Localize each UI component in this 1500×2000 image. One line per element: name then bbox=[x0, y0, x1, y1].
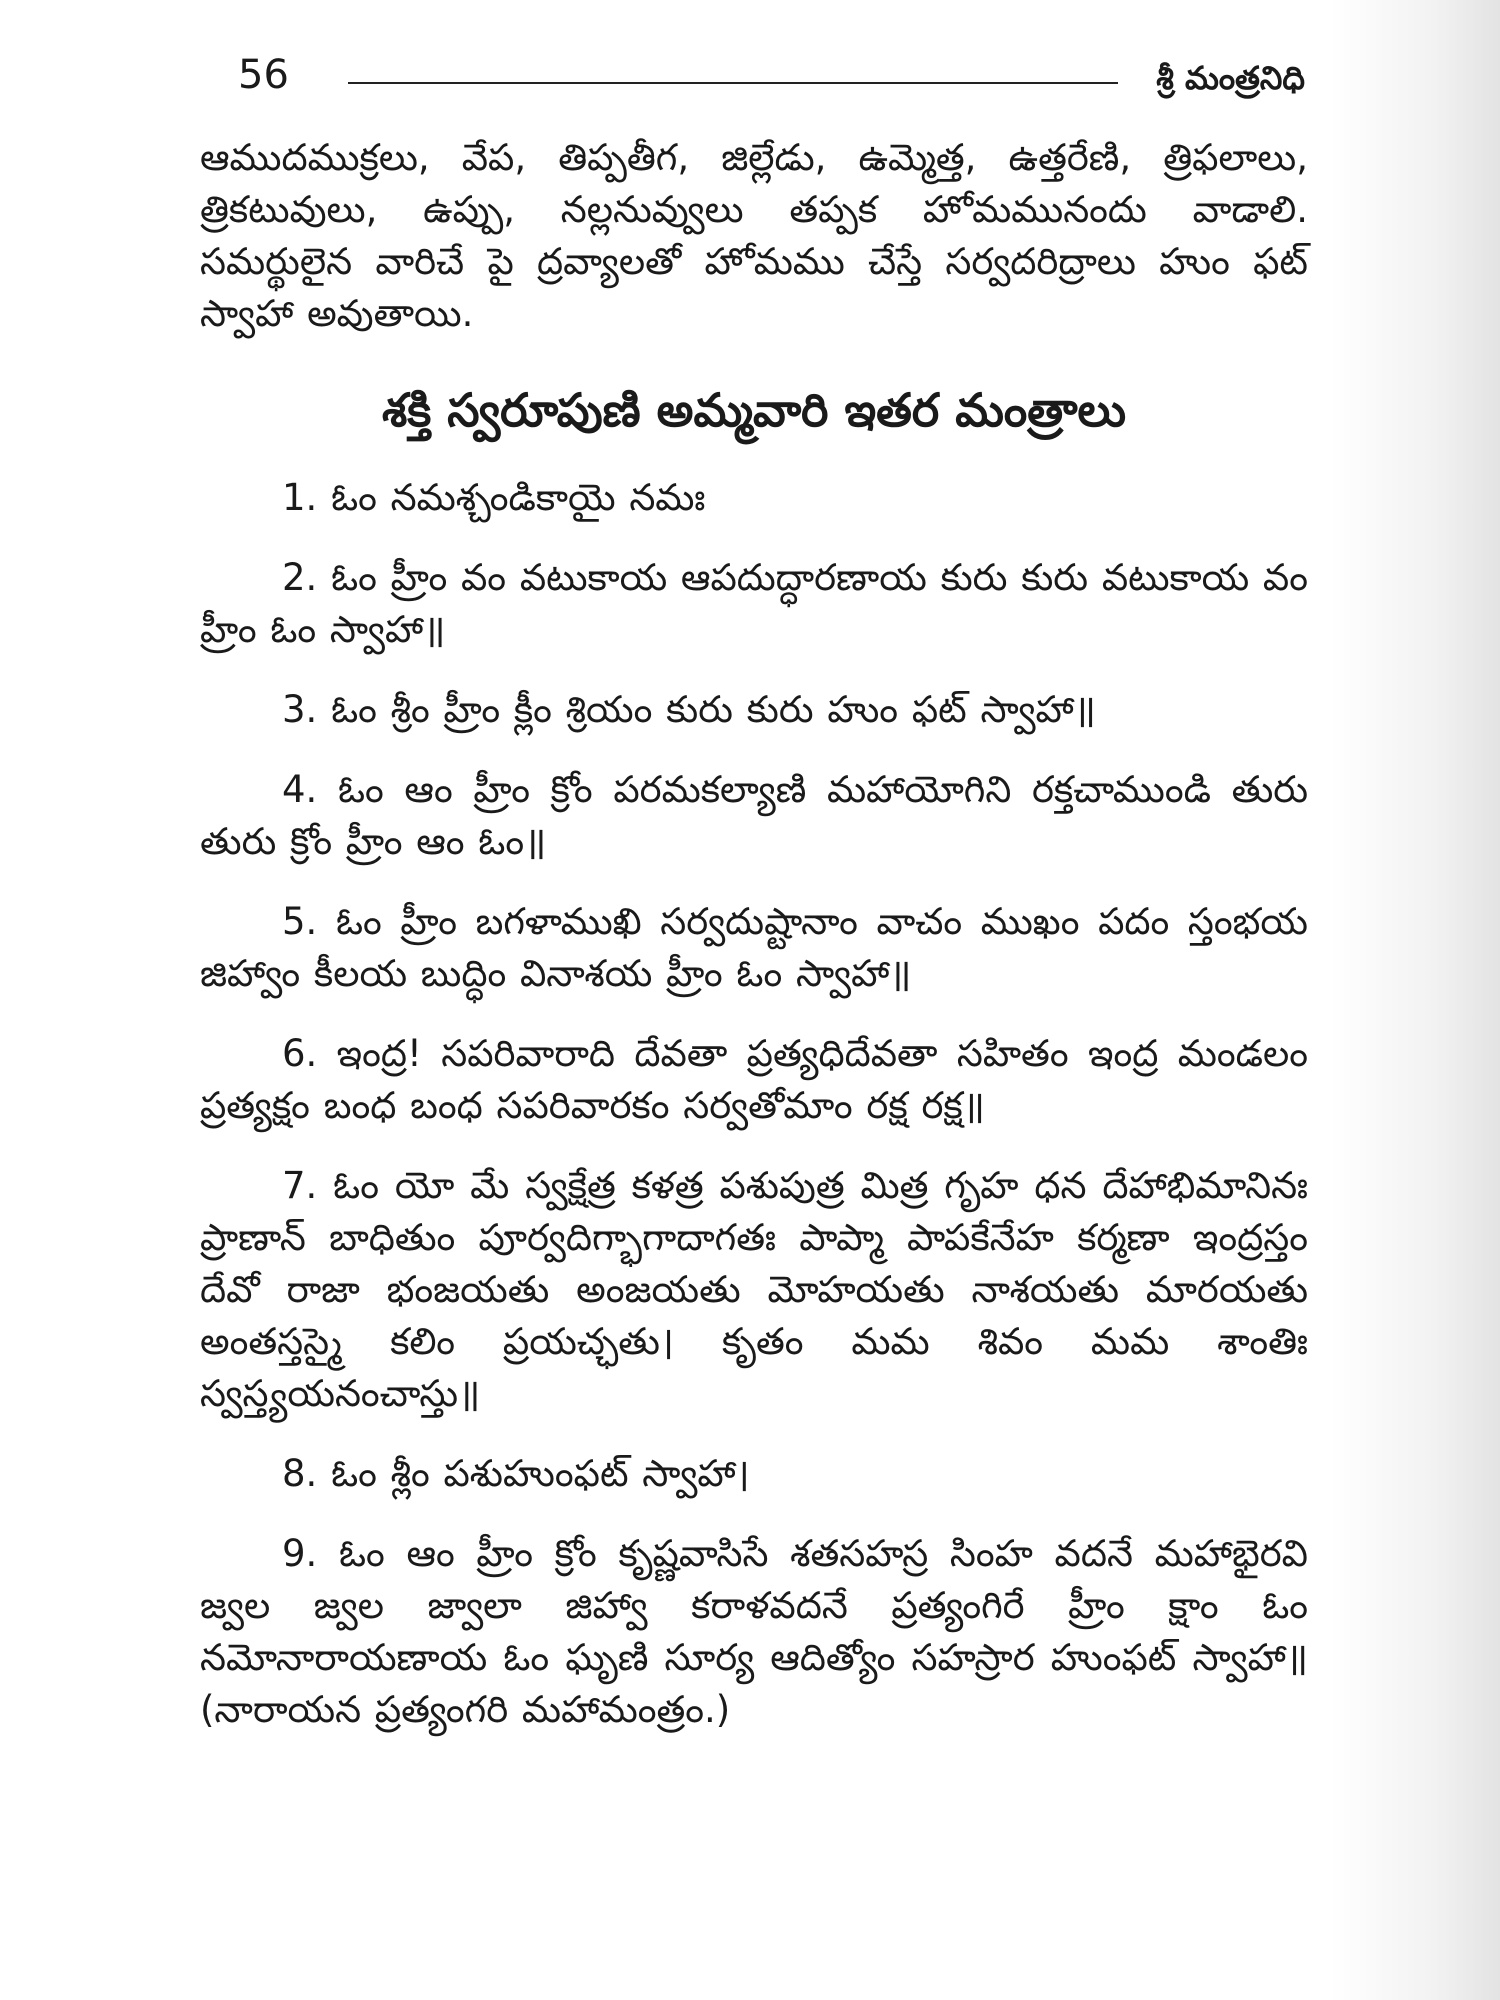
page-body bbox=[200, 132, 1308, 1764]
mantra-7: 7. ఓం యో మే స్వక్షేత్ర కళత్ర పశుపుత్ర మిత్ర గృహ ధన దేహాభిమానినః ప్రాణాన్ బాధితుం పూర్వదిగ్భాగాదాగతః పాప్మా పాపకేనేహ కర్మణా ఇంద్రస్తం దేవో రాజా భంజయతు అంజయతు మోహయతు నాశయతు మారయతు అంతస్తస్మై కలిం ప్రయచ్ఛతు। కృతం మమ శివం మమ శాంతిః స్వస్త్యయనంచాస్తు॥ bbox=[200, 1164, 1308, 1415]
mantra-4: 4. ఓం ఆం హ్రీం క్రోం పరమకల్యాణి మహాయోగిని రక్తచాముండి తురు తురు క్రోం హ్రీం ఆం ఓం॥ bbox=[200, 768, 1308, 863]
mantra-3: 3. ఓం శ్రీం హ్రీం క్లీం శ్రియం కురు కురు హుం ఫట్ స్వాహా॥ bbox=[282, 688, 1096, 731]
mantra-6: 6. ఇంద్ర! సపరివారాది దేవతా ప్రత్యధిదేవతా సహితం ఇంద్ర మండలం ప్రత్యక్షం బంధ బంధ సపరివారకం సర్వతోమాం రక్ష రక్ష॥ bbox=[200, 1032, 1308, 1127]
page-header bbox=[200, 50, 1305, 110]
section-heading: శక్తి స్వరూపుణి అమ్మవారి ఇతర మంత్రాలు bbox=[381, 383, 1127, 437]
mantra-1: 1. ఓం నమశ్చండికాయై నమః bbox=[282, 476, 706, 519]
page-number: 56 bbox=[238, 52, 289, 98]
header-rule bbox=[348, 82, 1118, 84]
mantra-5: 5. ఓం హ్రీం బగళాముఖి సర్వదుష్టానాం వాచం ముఖం పదం స్తంభయ జిహ్వాం కీలయ బుద్ధిం వినాశయ హ్రీం ఓం స్వాహా॥ bbox=[200, 900, 1308, 995]
mantra-9: 9. ఓం ఆం హ్రీం క్రోం కృష్ణవాసిసే శతసహస్ర సింహ వదనే మహాభైరవి జ్వల జ్వల జ్వాలా జిహ్వా కరాళవదనే ప్రత్యంగిరే హ్రీం క్షాం ఓం నమోనారాయణాయ ఓం ఘృణి సూర్య ఆదిత్యోం సహస్రార హుంఫట్ స్వాహా॥ (నారాయన ప్రత్యంగరి మహామంత్రం.) bbox=[200, 1532, 1308, 1731]
mantra-2: 2. ఓం హ్రీం వం వటుకాయ ఆపదుద్ధారణాయ కురు కురు వటుకాయ వం హ్రీం ఓం స్వాహా॥ bbox=[200, 556, 1308, 651]
page-edge-shadow bbox=[1330, 0, 1500, 2000]
book-title: శ్రీ మంత్రనిధి bbox=[1156, 59, 1305, 97]
intro-paragraph: ఆముదముక్రలు, వేప, తిప్పతీగ, జిల్లేడు, ఉమ్మెత్త, ఉత్తరేణి, త్రిఫలాలు, త్రికటువులు, ఉప్పు, నల్లనువ్వులు తప్పక హోమమునందు వాడాలి. సమర్థులైన వారిచే పై ద్రవ్యాలతో హోమము చేస్తే సర్వదరిద్రాలు హుం ఫట్ స్వాహా అవుతాయి. bbox=[200, 136, 1308, 335]
mantra-8: 8. ఓం శ్లీం పశుహుంఫట్ స్వాహా। bbox=[282, 1452, 750, 1495]
